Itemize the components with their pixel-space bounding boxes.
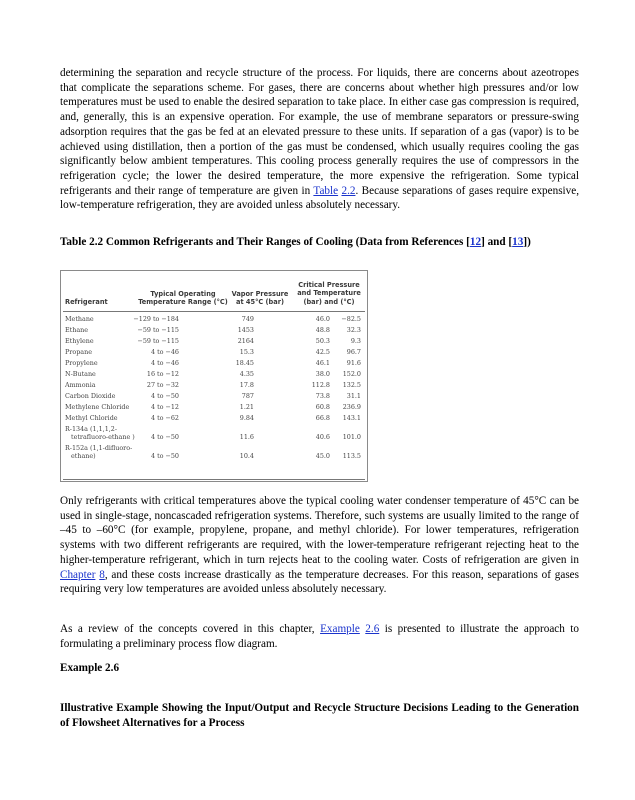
cell-critical-pressure: 45.0 bbox=[315, 452, 330, 460]
cell-critical-pressure: 66.8 bbox=[315, 414, 330, 422]
cell-refrigerant: Methane bbox=[65, 315, 94, 323]
table-row bbox=[61, 359, 367, 367]
cell-temperature-range: 4 to −50 bbox=[150, 452, 179, 460]
cell-vapor-pressure: 15.3 bbox=[239, 348, 254, 356]
table-link[interactable]: Table bbox=[313, 184, 339, 197]
cell-critical-pressure: 112.8 bbox=[311, 381, 330, 389]
cell-critical-pressure: 60.8 bbox=[315, 403, 330, 411]
cell-critical-pressure: 42.5 bbox=[315, 348, 330, 356]
header-temperature-range: Typical Operating Temperature Range (°C) bbox=[138, 290, 228, 307]
cell-critical-pressure: 73.8 bbox=[315, 392, 330, 400]
header-critical-properties: Critical Pressure and Temperature (bar) and (°C) bbox=[297, 281, 361, 306]
cell-refrigerant: R-134a (1,1,1,2- tetrafluoro-ethane ) bbox=[65, 425, 135, 441]
cell-critical-pressure: 50.3 bbox=[315, 337, 330, 345]
cell-critical-temperature: 152.0 bbox=[342, 370, 361, 378]
cell-vapor-pressure: 2164 bbox=[237, 337, 254, 345]
table-row bbox=[61, 392, 367, 400]
table-header bbox=[61, 271, 367, 311]
cell-refrigerant: N-Butane bbox=[65, 370, 96, 378]
cell-vapor-pressure: 17.8 bbox=[239, 381, 254, 389]
cell-vapor-pressure: 787 bbox=[241, 392, 254, 400]
cell-refrigerant: Ethane bbox=[65, 326, 89, 334]
cell-refrigerant: Methyl Chloride bbox=[65, 414, 118, 422]
cell-vapor-pressure: 10.4 bbox=[239, 452, 254, 460]
cell-temperature-range: −59 to −115 bbox=[137, 326, 179, 334]
header-rule bbox=[63, 311, 365, 312]
table-row bbox=[61, 337, 367, 345]
table-row bbox=[61, 370, 367, 378]
table-row bbox=[61, 315, 367, 323]
header-vapor-pressure: Vapor Pressure at 45°C (bar) bbox=[231, 290, 289, 307]
table-caption: Table 2.2 Common Refrigerants and Their Ranges of Cooling (Data from References [12] and [13]) bbox=[60, 236, 531, 248]
cell-refrigerant: Ammonia bbox=[65, 381, 96, 389]
table-row bbox=[61, 403, 367, 411]
cell-vapor-pressure: 1.21 bbox=[239, 403, 254, 411]
example-label: Example 2.6 bbox=[60, 662, 120, 674]
cell-critical-temperature: 113.5 bbox=[342, 452, 361, 460]
refrigerants-table-figure bbox=[60, 270, 368, 482]
cell-critical-pressure: 38.0 bbox=[315, 370, 330, 378]
cell-vapor-pressure: 1453 bbox=[237, 326, 254, 334]
cell-refrigerant: Ethylene bbox=[65, 337, 94, 345]
cell-critical-temperature: 132.5 bbox=[342, 381, 361, 389]
table-row bbox=[61, 425, 367, 441]
cell-temperature-range: −129 to −184 bbox=[133, 315, 179, 323]
cell-vapor-pressure: 9.84 bbox=[239, 414, 254, 422]
chapter-link[interactable]: Chapter bbox=[60, 568, 96, 581]
cell-critical-temperature: 91.6 bbox=[346, 359, 361, 367]
cell-vapor-pressure: 749 bbox=[241, 315, 254, 323]
header-refrigerant: Refrigerant bbox=[65, 298, 108, 306]
example-title: Illustrative Example Showing the Input/Output and Recycle Structure Decisions Leading to the Generation of Flowsheet Alternatives for a Process bbox=[60, 702, 579, 729]
reference-link-13[interactable]: 13 bbox=[512, 236, 524, 248]
cell-temperature-range: 27 to −32 bbox=[146, 381, 179, 389]
reference-link-12[interactable]: 12 bbox=[469, 236, 482, 248]
cell-temperature-range: 4 to −50 bbox=[150, 433, 179, 441]
paragraph-review: As a review of the concepts covered in this chapter, Example 2.6 is presented to illustrate the approach to formulating a preliminary process flow diagram. bbox=[60, 623, 580, 650]
cell-temperature-range: 4 to −46 bbox=[150, 359, 179, 367]
paragraph-separation-structure: determining the separation and recycle structure of the process. For liquids, there are concerns about azeotropes that complicate the separations scheme. For gases, there are concerns about whether high pressures and/or low temperatures must be used to enable the desired separation to take place. In either case gas compression is required, and, generally, this is an expensive operation. For example, the use of membrane separators or pressure-swing adsorption requires that the gas be fed at an elevated pressure to these units. If separation of a gas (vapor) is to be achieved using distillation, then a portion of the gas must be condensed, which usually requires cooling the gas significantly below ambient temperatures. This cooling process generally requires the use of compressors in the refrigeration cycle; the lower the desired temperature, the more expensive the refrigeration. Some typical refrigerants and their range of temperature are given in Table 2.2. Because separations of gases require expensive, low-temperature refrigeration, they are avoided unless absolutely necessary. bbox=[60, 67, 580, 212]
example-number-link[interactable]: 2.6 bbox=[365, 623, 380, 635]
cell-refrigerant: Methylene Chloride bbox=[65, 403, 130, 411]
table-row bbox=[61, 348, 367, 356]
table-row bbox=[61, 326, 367, 334]
cell-refrigerant: Propane bbox=[65, 348, 93, 356]
cell-critical-temperature: 32.3 bbox=[346, 326, 361, 334]
cell-temperature-range: 4 to −50 bbox=[150, 392, 179, 400]
cell-critical-temperature: 101.0 bbox=[342, 433, 361, 441]
paragraph-refrigerant-limits: Only refrigerants with critical temperatures above the typical cooling water condenser temperature of 45°C can be used in single-stage, noncascaded refrigeration systems. Therefore, such systems are usually limited to the range of –45 to –60°C (for example, propylene, propane, and methyl chloride). For lower temperatures, refrigeration systems with two different refrigerants are required, with the lower-temperature refrigerant rejecting heat to the higher-temperature refrigerant, which in turn rejects heat to the cooling water. Costs of refrigeration are given in Chapter 8, and these costs increase drastically as the temperature decreases. For this reason, separations of gases requiring very low temperatures are avoided unless absolutely necessary. bbox=[60, 495, 579, 596]
cell-critical-temperature: 31.1 bbox=[346, 392, 361, 400]
cell-critical-temperature: 143.1 bbox=[342, 414, 361, 422]
cell-critical-pressure: 48.8 bbox=[315, 326, 330, 334]
cell-vapor-pressure: 4.35 bbox=[239, 370, 254, 378]
example-link[interactable]: Example bbox=[320, 623, 360, 635]
cell-critical-pressure: 46.0 bbox=[315, 315, 330, 323]
cell-temperature-range: −59 to −115 bbox=[137, 337, 179, 345]
table-row bbox=[61, 414, 367, 422]
cell-temperature-range: 16 to −12 bbox=[146, 370, 179, 378]
cell-temperature-range: 4 to −12 bbox=[150, 403, 179, 411]
cell-vapor-pressure: 18.45 bbox=[235, 359, 254, 367]
cell-temperature-range: 4 to −62 bbox=[150, 414, 179, 422]
cell-critical-temperature: 9.3 bbox=[350, 337, 361, 345]
cell-temperature-range: 4 to −46 bbox=[150, 348, 179, 356]
cell-refrigerant: Carbon Dioxide bbox=[65, 392, 116, 400]
table-row bbox=[61, 444, 367, 460]
cell-critical-temperature: 236.9 bbox=[342, 403, 361, 411]
cell-critical-temperature: 96.7 bbox=[346, 348, 361, 356]
cell-vapor-pressure: 11.6 bbox=[239, 433, 254, 441]
cell-refrigerant: Propylene bbox=[65, 359, 98, 367]
table-row bbox=[61, 381, 367, 389]
chapter-number-link[interactable]: 8 bbox=[99, 568, 105, 581]
table-number-link[interactable]: 2.2 bbox=[341, 184, 356, 197]
cell-refrigerant: R-152a (1,1-difluoro- ethane) bbox=[65, 444, 133, 460]
footer-rule bbox=[63, 479, 365, 480]
cell-critical-pressure: 46.1 bbox=[315, 359, 330, 367]
cell-critical-pressure: 40.6 bbox=[315, 433, 330, 441]
cell-critical-temperature: −82.5 bbox=[341, 315, 361, 323]
